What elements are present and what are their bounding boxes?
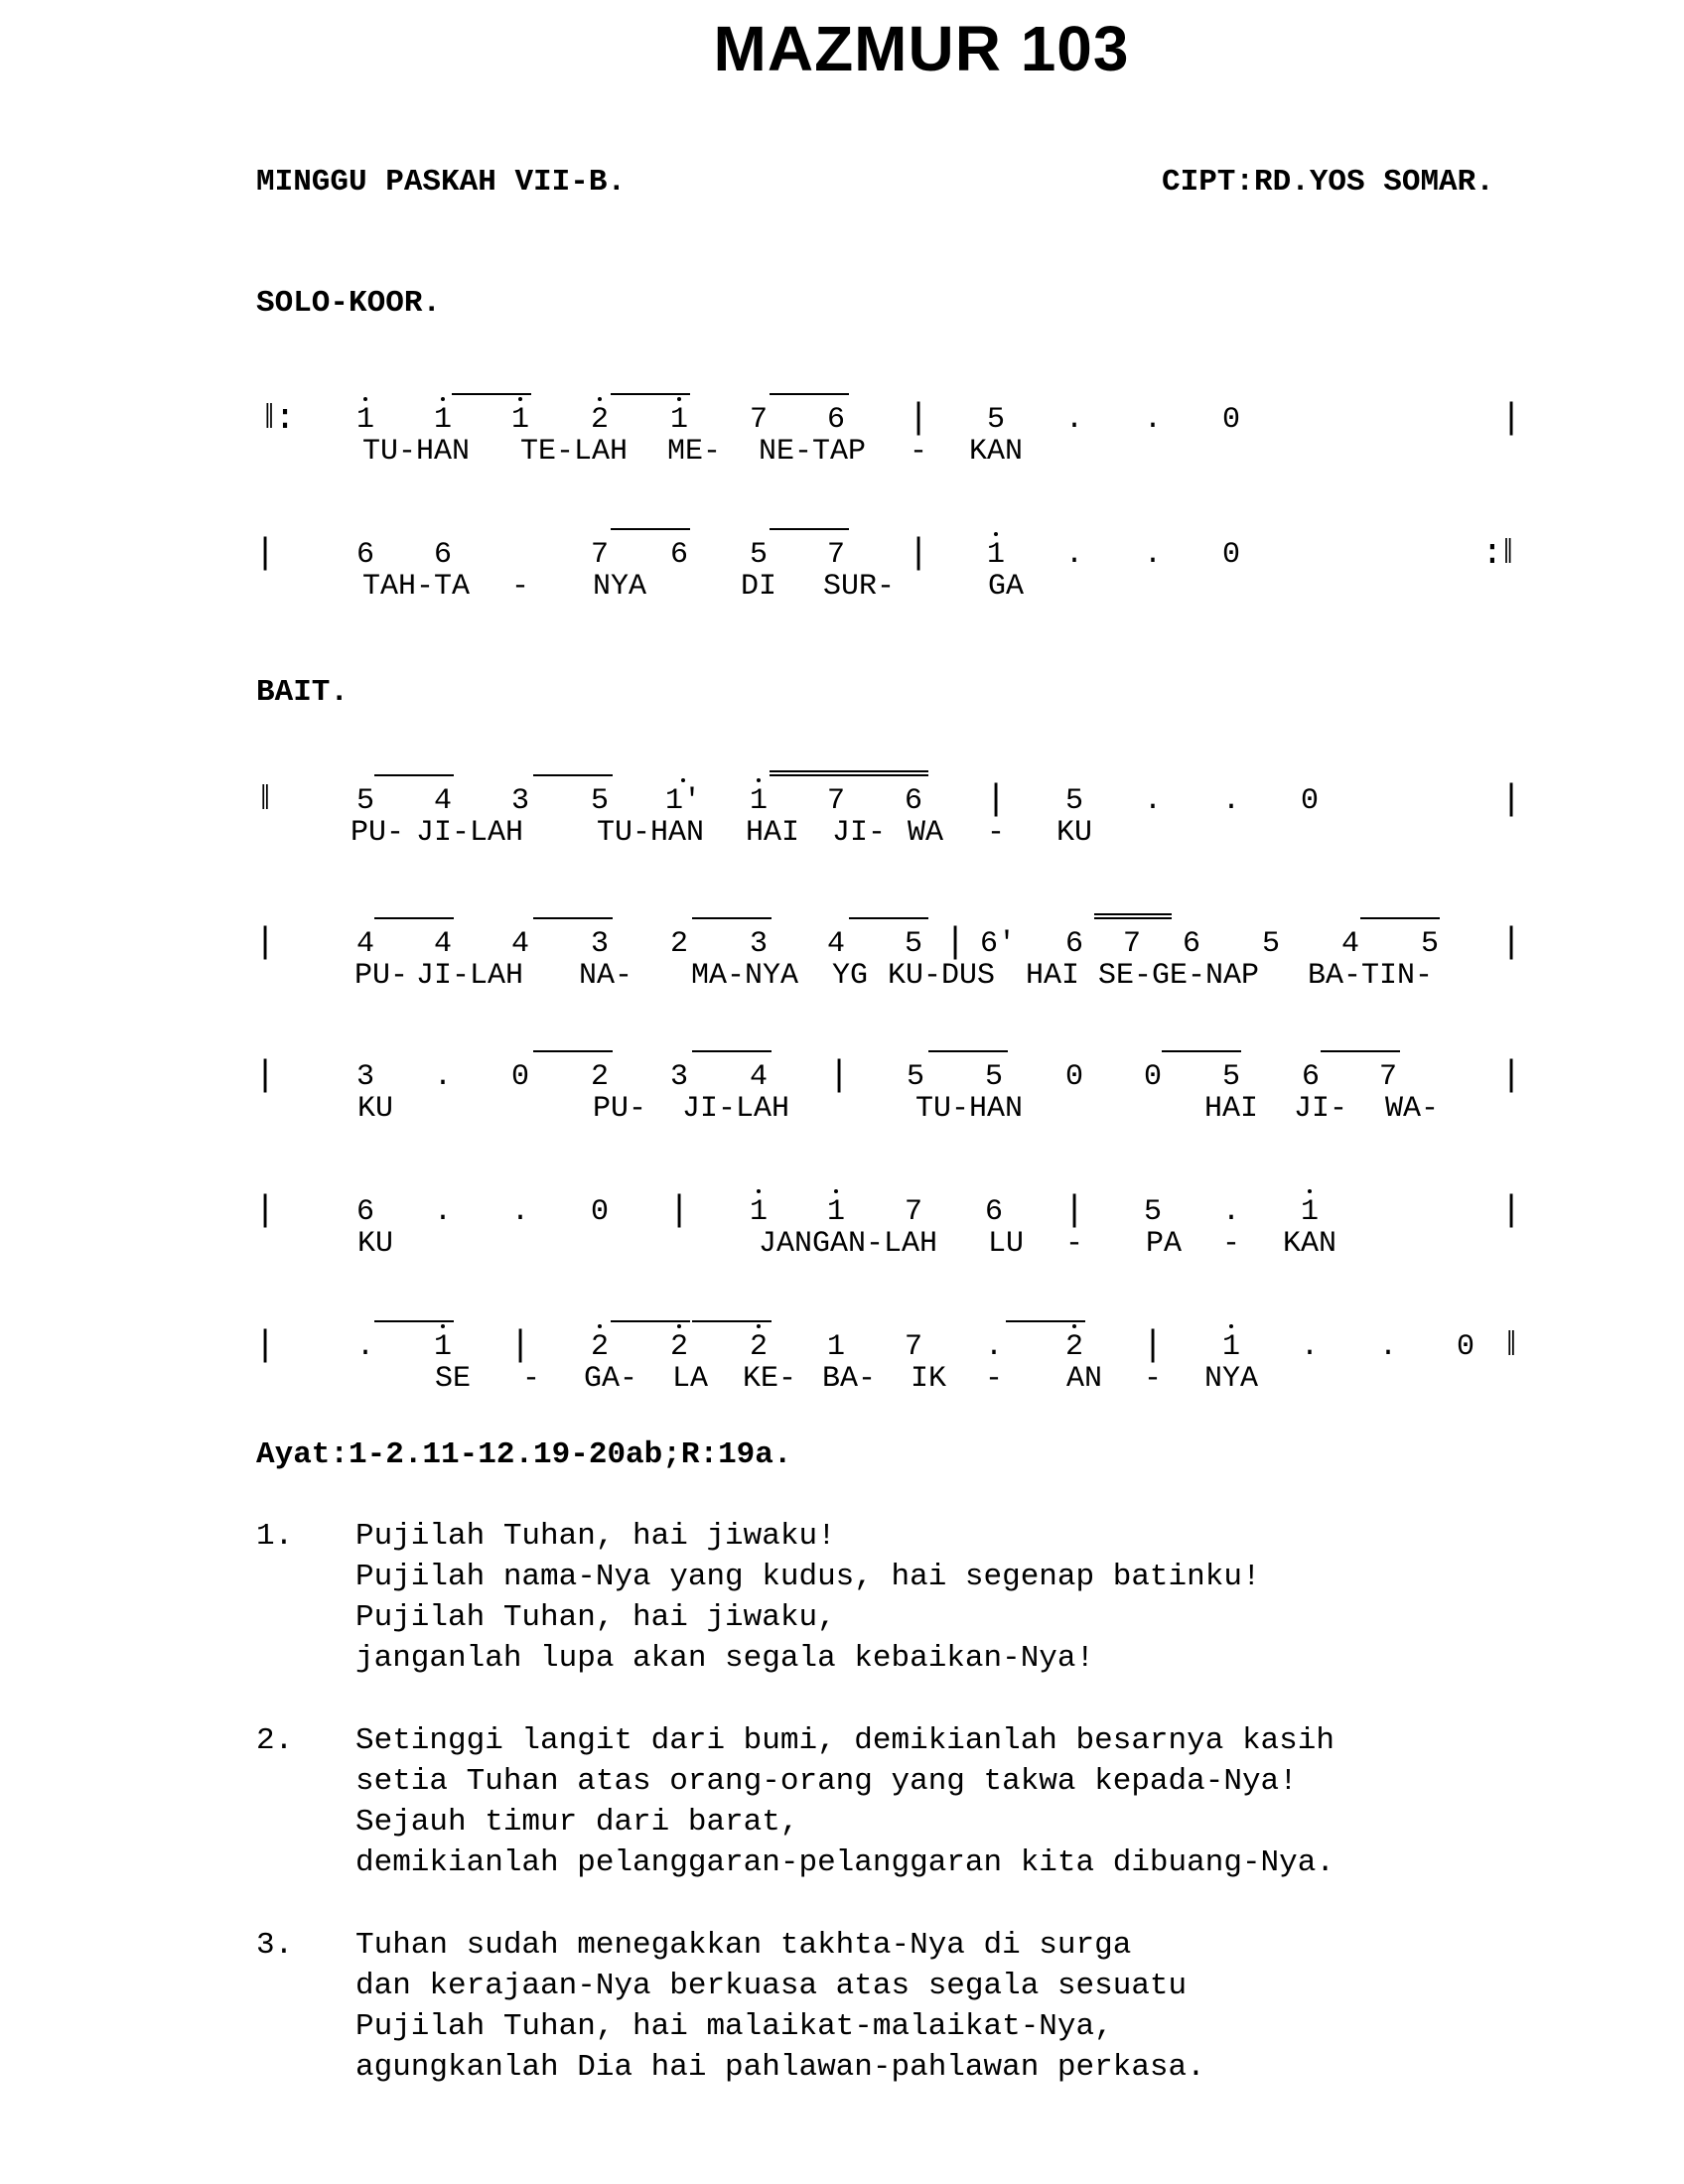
note: 7 [826, 538, 846, 572]
octave-dot [834, 1189, 838, 1193]
note: 1 [510, 403, 530, 437]
note: 6 [1301, 1060, 1321, 1094]
note: 1 [986, 538, 1006, 572]
lyric-syllable: GA- [583, 1362, 638, 1396]
note: 5 [590, 784, 610, 818]
note: 6 [433, 538, 453, 572]
verse-3 [256, 1928, 1334, 2091]
lyric-syllable: JI-LAH [681, 1092, 790, 1126]
beam-line [374, 917, 454, 919]
lyric-syllable: JI-LAH [415, 816, 524, 850]
lyric-syllable: LU [987, 1227, 1025, 1261]
note: . [433, 1060, 453, 1094]
lyric-syllable: - [1064, 1227, 1084, 1261]
note: 5 [1221, 1060, 1241, 1094]
note: 3 [510, 784, 530, 818]
lyric-syllable: NYA [592, 570, 647, 604]
lyric-syllable: SUR- [822, 570, 896, 604]
note: . [1143, 538, 1163, 572]
barline: | [254, 1190, 276, 1231]
beam-line [374, 1320, 454, 1322]
lyric-syllable: - [1221, 1227, 1241, 1261]
verse-number: 1. [256, 1519, 294, 1554]
note: 1 [826, 1330, 846, 1364]
page-title: MAZMUR 103 [713, 13, 1130, 84]
octave-dot [598, 1324, 602, 1328]
barline: | [254, 533, 276, 574]
beam-line [1006, 1320, 1085, 1322]
lyric-syllable: - [986, 816, 1006, 850]
note: . [1143, 784, 1163, 818]
note: 5 [355, 784, 375, 818]
octave-dot [441, 1324, 445, 1328]
verse-2 [256, 1723, 1334, 1886]
verses-block [256, 1519, 1334, 2132]
lyric-syllable: HAI [1203, 1092, 1259, 1126]
octave-dot [1308, 1189, 1312, 1193]
note: 7 [749, 403, 769, 437]
lyric-syllable: LA [671, 1362, 709, 1396]
note: . [1064, 403, 1084, 437]
lyric-syllable: SE [434, 1362, 472, 1396]
lyric-syllable: TU-HAN [914, 1092, 1024, 1126]
lyric-syllable: AN [1065, 1362, 1103, 1396]
barline: ‖: [264, 398, 296, 439]
lyric-syllable: TAH-TA [361, 570, 471, 604]
lyric-syllable: KE- [742, 1362, 797, 1396]
lyric-syllable: KU [356, 1092, 394, 1126]
lyric-syllable: BA- [821, 1362, 877, 1396]
barline: | [944, 922, 966, 963]
note: . [510, 1195, 530, 1229]
verse-line: Pujilah Tuhan, hai jiwaku, [355, 1600, 836, 1635]
octave-dot [441, 397, 445, 401]
verse-line: Pujilah Tuhan, hai malaikat-malaikat-Nya, [355, 2009, 1113, 2044]
note: 6 [904, 784, 923, 818]
note: . [433, 1195, 453, 1229]
lyric-syllable: - [909, 435, 928, 469]
octave-dot [363, 397, 367, 401]
note: 5 [1420, 927, 1440, 961]
verse-line: Setinggi langit dari bumi, demikianlah besarnya kasih [355, 1723, 1334, 1758]
note: 2 [590, 1330, 610, 1364]
beam-line [692, 1320, 772, 1322]
note: 2 [669, 927, 689, 961]
barline: | [1142, 1325, 1164, 1366]
lyric-syllable: - [984, 1362, 1004, 1396]
note: 3 [669, 1060, 689, 1094]
note: 0 [1064, 1060, 1084, 1094]
verse-line: agungkanlah Dia hai pahlawan-pahlawan perkasa. [355, 2050, 1205, 2085]
lyric-syllable: TE-LAH [519, 435, 629, 469]
octave-dot [677, 1324, 681, 1328]
note: 6 [355, 1195, 375, 1229]
lyric-syllable: MA-NYA [690, 959, 799, 993]
note: 0 [510, 1060, 530, 1094]
note: 1 [749, 784, 769, 818]
barline: | [509, 1325, 531, 1366]
note: 4 [826, 927, 846, 961]
beam-line [533, 1050, 613, 1052]
note: 4 [355, 927, 375, 961]
note: 7 [590, 538, 610, 572]
note: 0 [1300, 784, 1320, 818]
verse-line: Sejauh timur dari barat, [355, 1805, 799, 1840]
lyric-syllable: JI- [831, 816, 887, 850]
note: 4 [433, 927, 453, 961]
lyric-syllable: PU- [592, 1092, 647, 1126]
lyric-syllable: YG [831, 959, 869, 993]
barline: | [1500, 1190, 1522, 1231]
barline: | [1500, 922, 1522, 963]
barline: | [254, 1325, 276, 1366]
note: 2 [590, 1060, 610, 1094]
octave-dot [757, 1189, 761, 1193]
note: 2 [669, 1330, 689, 1364]
note: 4 [433, 784, 453, 818]
octave-dot [757, 1324, 761, 1328]
lyric-syllable: ME- [666, 435, 722, 469]
note: . [1300, 1330, 1320, 1364]
barline: | [985, 779, 1007, 820]
octave-dot [677, 397, 681, 401]
note: 1 [355, 403, 375, 437]
barline: | [1500, 398, 1522, 439]
note: 0 [1221, 538, 1241, 572]
lyric-syllable: PU- [353, 959, 409, 993]
verse-line: demikianlah pelanggaran-pelanggaran kita dibuang-Nya. [355, 1845, 1334, 1880]
note: 2 [590, 403, 610, 437]
lyric-syllable: - [510, 570, 530, 604]
note: 1' [664, 784, 702, 818]
note: . [1064, 538, 1084, 572]
notation-system-1 [0, 398, 1684, 494]
lyric-syllable: NA- [578, 959, 633, 993]
octave-dot [598, 397, 602, 401]
barline: | [254, 1055, 276, 1096]
barline: ‖ [259, 779, 271, 820]
lyric-syllable: KU [1055, 816, 1093, 850]
note: 1 [1300, 1195, 1320, 1229]
beam-line [692, 917, 772, 919]
lyric-syllable: KU [356, 1227, 394, 1261]
lyric-syllable: HAI [745, 816, 800, 850]
note: . [1143, 403, 1163, 437]
note: 6 [1182, 927, 1201, 961]
beam-line [849, 917, 928, 919]
beam-line [770, 393, 849, 395]
note: 1 [433, 403, 453, 437]
lyric-syllable: TU-HAN [361, 435, 471, 469]
note: 5 [906, 1060, 925, 1094]
barline: | [908, 533, 929, 574]
lyric-syllable: PU- [350, 816, 405, 850]
octave-dot [994, 532, 998, 536]
barline: :‖ [1481, 533, 1513, 574]
note: . [984, 1330, 1004, 1364]
lyric-syllable: KAN [1282, 1227, 1337, 1261]
note: 4 [1340, 927, 1360, 961]
beam-line [770, 774, 928, 776]
octave-dot [681, 778, 685, 782]
note: 1 [826, 1195, 846, 1229]
octave-dot [1072, 1324, 1076, 1328]
note: 0 [1143, 1060, 1163, 1094]
beam-line [611, 1320, 690, 1322]
octave-dot [1229, 1324, 1233, 1328]
beam-line [374, 774, 454, 776]
note: 1 [1221, 1330, 1241, 1364]
beam-line [1360, 917, 1440, 919]
note: 7 [1378, 1060, 1398, 1094]
note: 1 [433, 1330, 453, 1364]
lyric-syllable: - [1143, 1362, 1163, 1396]
notation-system-7 [0, 1325, 1684, 1422]
lyric-syllable: NE-TAP [758, 435, 867, 469]
note: 3 [355, 1060, 375, 1094]
note: 5 [986, 403, 1006, 437]
note: . [1378, 1330, 1398, 1364]
note: 2 [749, 1330, 769, 1364]
note: 2 [1064, 1330, 1084, 1364]
beam-line [611, 393, 690, 395]
note: 0 [1221, 403, 1241, 437]
note: 6 [826, 403, 846, 437]
barline: | [1500, 779, 1522, 820]
note: . [1221, 784, 1241, 818]
notation-system-2 [0, 533, 1684, 629]
barline: | [668, 1190, 690, 1231]
notation-system-3 [0, 779, 1684, 876]
beam-line [533, 917, 613, 919]
lyric-syllable: NYA [1203, 1362, 1259, 1396]
barline: | [1063, 1190, 1085, 1231]
section-verse-label: BAIT. [256, 675, 350, 710]
octave-dot [518, 397, 522, 401]
note: 7 [826, 784, 846, 818]
lyric-syllable: DI [740, 570, 777, 604]
verse-number: 2. [256, 1723, 294, 1758]
lyric-syllable: KAN [968, 435, 1024, 469]
note: 7 [1122, 927, 1142, 961]
verse-line: dan kerajaan-Nya berkuasa atas segala sesuatu [355, 1969, 1188, 2003]
beam-line [611, 528, 690, 530]
note: 5 [1064, 784, 1084, 818]
note: 3 [590, 927, 610, 961]
verse-1 [256, 1519, 1334, 1682]
note: 1 [669, 403, 689, 437]
note: 5 [749, 538, 769, 572]
lyric-syllable: PA [1145, 1227, 1183, 1261]
octave-dot [757, 778, 761, 782]
occasion-label: MINGGU PASKAH VII-B. [256, 165, 627, 200]
verse-reference: Ayat:1-2.11-12.19-20ab;R:19a. [256, 1437, 792, 1472]
note: 5 [1143, 1195, 1163, 1229]
verse-line: janganlah lupa akan segala kebaikan-Nya! [355, 1641, 1095, 1676]
lyric-syllable: TU-HAN [596, 816, 705, 850]
lyric-syllable: JI- [1293, 1092, 1348, 1126]
note: 4 [510, 927, 530, 961]
barline: | [828, 1055, 850, 1096]
verse-line: Pujilah Tuhan, hai jiwaku! [355, 1519, 836, 1554]
verse-line: Tuhan sudah menegakkan takhta-Nya di surga [355, 1928, 1132, 1963]
notation-system-5 [0, 1055, 1684, 1152]
beam-line [770, 770, 928, 772]
section-refrain-label: SOLO-KOOR. [256, 286, 442, 321]
notation-system-4 [0, 922, 1684, 1019]
notation-system-6 [0, 1190, 1684, 1287]
lyric-syllable: KU-DUS [887, 959, 996, 993]
note: 1 [749, 1195, 769, 1229]
note: 5 [904, 927, 923, 961]
lyric-syllable: GA [987, 570, 1025, 604]
barline: | [1500, 1055, 1522, 1096]
verse-line: setia Tuhan atas orang-orang yang takwa kepada-Nya! [355, 1764, 1298, 1799]
note: 6 [1064, 927, 1084, 961]
lyric-syllable: WA- [1384, 1092, 1440, 1126]
note: 7 [904, 1330, 923, 1364]
beam-line [928, 1050, 1008, 1052]
note: . [355, 1330, 375, 1364]
verse-line: Pujilah nama-Nya yang kudus, hai segenap batinku! [355, 1560, 1261, 1594]
note: 6' [979, 927, 1017, 961]
note: 6 [984, 1195, 1004, 1229]
lyric-syllable: BA-TIN- [1307, 959, 1434, 993]
note: 6 [355, 538, 375, 572]
note: 7 [904, 1195, 923, 1229]
verse-number: 3. [256, 1928, 294, 1963]
beam-line [1321, 1050, 1400, 1052]
lyric-syllable: IK [910, 1362, 947, 1396]
barline: | [254, 922, 276, 963]
beam-line [692, 1050, 772, 1052]
lyric-syllable: JI-LAH [415, 959, 524, 993]
note: 0 [590, 1195, 610, 1229]
beam-line [533, 774, 613, 776]
lyric-syllable: WA [907, 816, 944, 850]
note: 5 [984, 1060, 1004, 1094]
note: 3 [749, 927, 769, 961]
beam-line [452, 393, 531, 395]
note: . [1221, 1195, 1241, 1229]
note: 6 [669, 538, 689, 572]
composer-credit: CIPT:RD.YOS SOMAR. [1162, 165, 1494, 200]
lyric-syllable: - [521, 1362, 541, 1396]
note: 5 [1261, 927, 1281, 961]
beam-line [1162, 1050, 1241, 1052]
beam-line [1094, 917, 1172, 919]
note: 0 [1456, 1330, 1475, 1364]
barline: | [908, 398, 929, 439]
beam-line [1094, 913, 1172, 915]
lyric-syllable: SE-GE-NAP [1097, 959, 1260, 993]
lyric-syllable: HAI [1025, 959, 1080, 993]
beam-line [770, 528, 849, 530]
barline: ‖ [1505, 1325, 1517, 1366]
lyric-syllable: JANGAN-LAH [758, 1227, 938, 1261]
note: 4 [749, 1060, 769, 1094]
